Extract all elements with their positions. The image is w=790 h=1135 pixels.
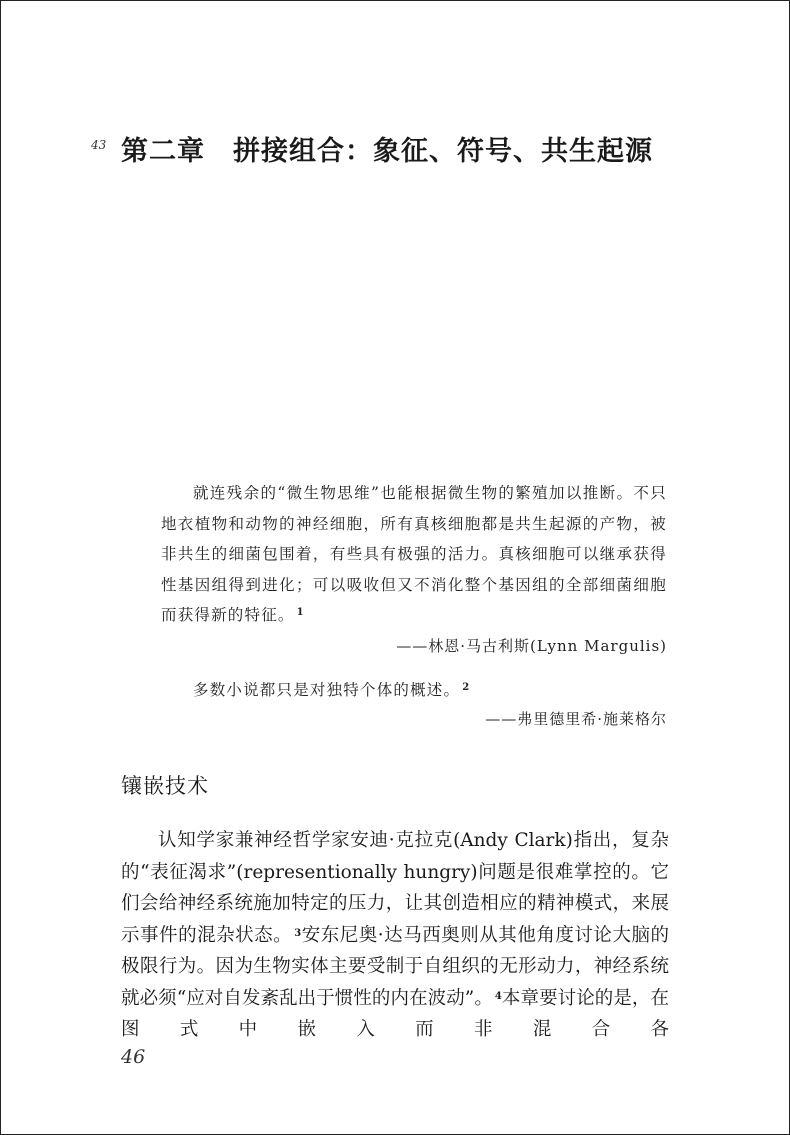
footnote-ref[interactable]: 1: [296, 607, 305, 618]
section-heading: 镶嵌技术: [121, 774, 209, 798]
epigraph-text: [161, 675, 667, 706]
footnote-ref[interactable]: 2: [462, 682, 471, 693]
paragraph-text: 本章要讨论的是，在图式中嵌入而非混合各: [121, 987, 669, 1040]
paragraph-text: 认知学家兼神经哲学家安迪·克拉克(Andy Clark)指出，复杂的“表征渴求”(representionally hungry)问题是很难掌控的。它们会给神经系统施加特定的压力，让其创造相应的精神模式，来展示事件的混杂状态。: [121, 830, 669, 946]
epigraph-attribution: ——弗里德里希·施莱格尔: [485, 710, 667, 728]
footnote-ref[interactable]: 3: [294, 927, 302, 939]
page-number: 46: [121, 1046, 146, 1068]
paragraph-text: 安东尼奥·达马西奥则从其他角度讨论大脑的极限行为。因为生物实体主要受制于自组织的无形动力，神经系统就必须“应对自发紊乱出于惯性的内在波动”。: [121, 924, 669, 1009]
epigraph-text-content: 就连残余的“微生物思维”也能根据微生物的繁殖加以推断。不只地衣植物和动物的神经细胞，所有真核细胞都是共生起源的产物，被非共生的细菌包围着，有些具有极强的活力。真核细胞可以继承获得性基因组得到进化；可以吸收但又不消化整个基因组的全部细菌细胞而获得新的特征。: [161, 484, 667, 624]
paragraph: [121, 825, 669, 1046]
epigraph-schlegel: [161, 675, 667, 706]
chapter-title: 第二章 拼接组合：象征、符号、共生起源: [121, 136, 653, 167]
epigraph-text-content: 多数小说都只是对独特个体的概述。: [193, 681, 461, 699]
epigraph-attribution: ——林恩·马古利斯(Lynn Margulis): [396, 637, 667, 655]
margin-page-reference: 43: [91, 138, 107, 152]
epigraph-margulis: [161, 478, 667, 631]
epigraph-text: [161, 478, 667, 631]
body-paragraph: [121, 825, 669, 1046]
footnote-ref[interactable]: 4: [494, 990, 502, 1002]
